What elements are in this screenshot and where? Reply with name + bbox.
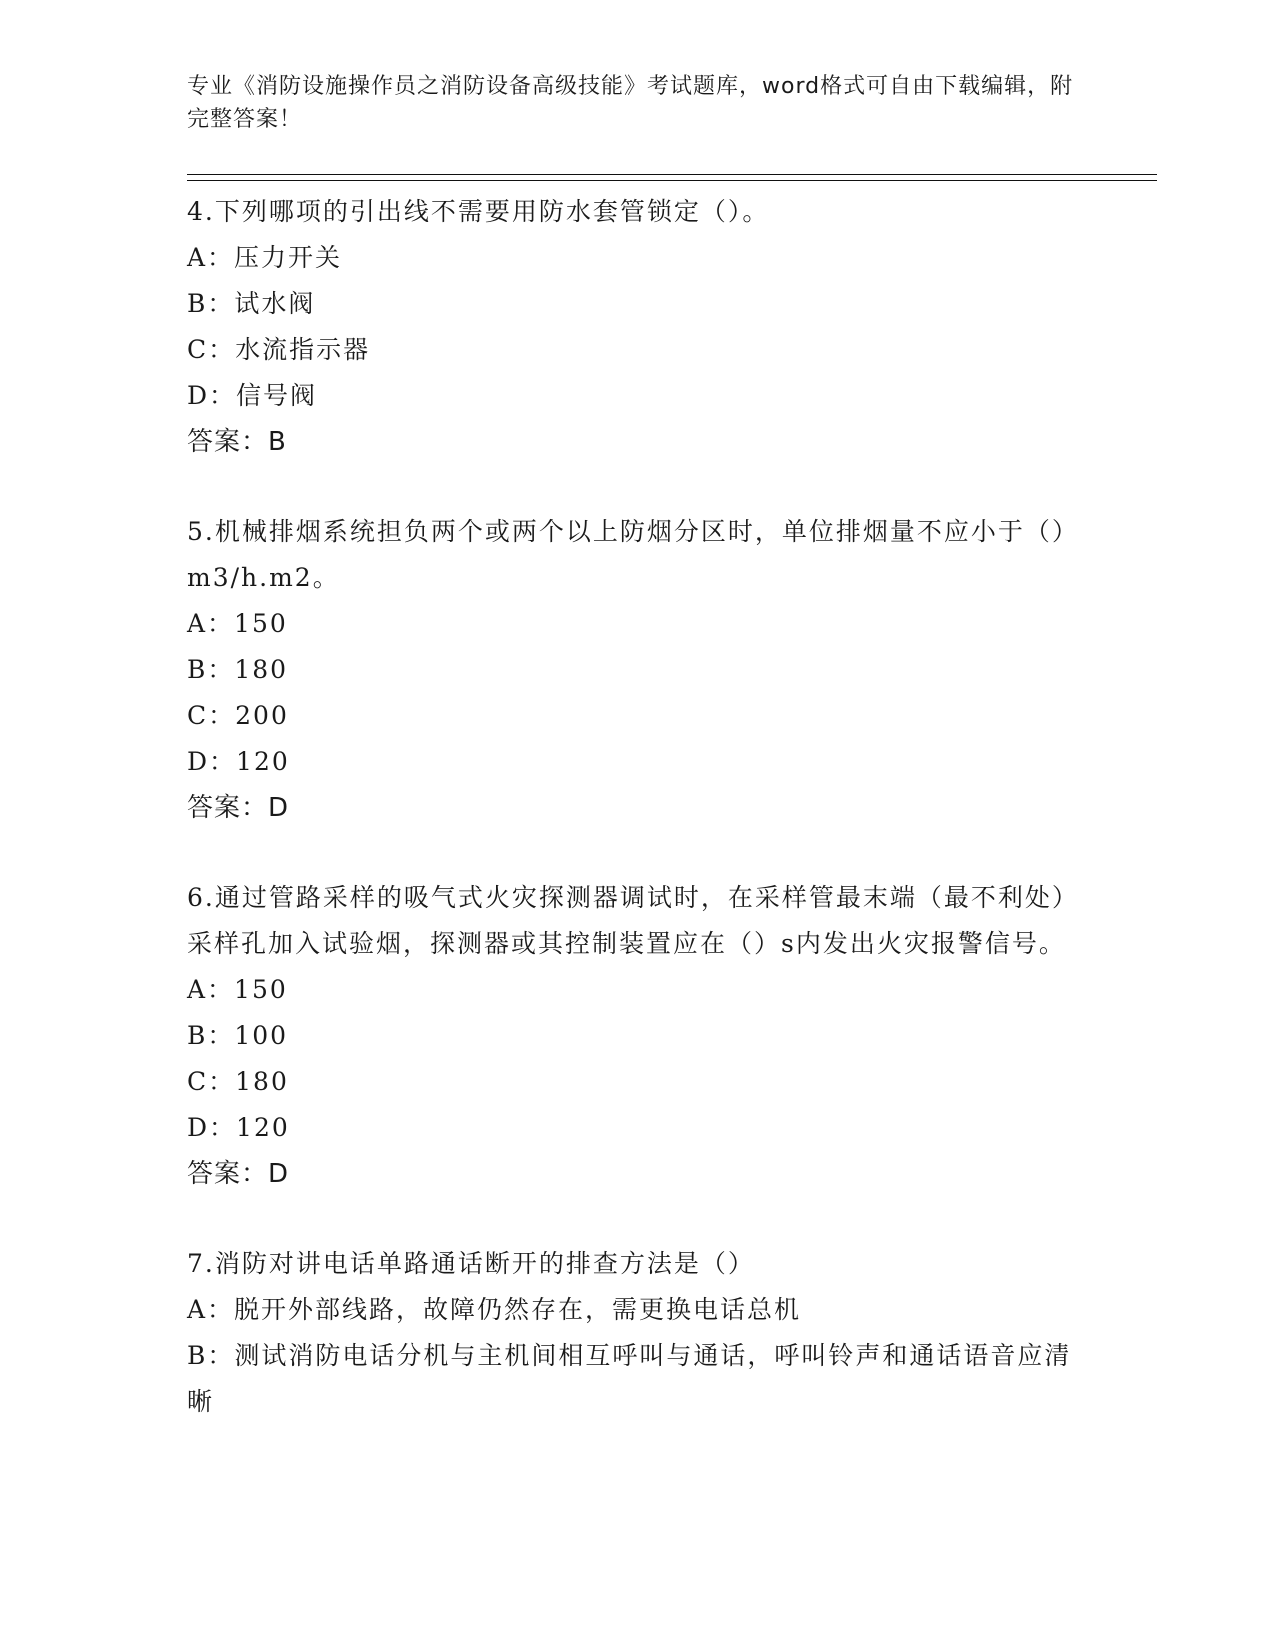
question-4 [187, 189, 1157, 465]
question-5 [187, 509, 1157, 831]
spacer [187, 1197, 1157, 1241]
option-d: D：120 [187, 747, 290, 776]
header-divider [187, 174, 1157, 181]
question-stem: 7.消防对讲电话单路通话断开的排查方法是（） [187, 1249, 755, 1278]
question-6 [187, 875, 1157, 1197]
document-header: 专业《消防设施操作员之消防设备高级技能》考试题库，word格式可自由下载编辑，附完整答案！ [187, 74, 1074, 132]
option-d: D：信号阀 [187, 381, 318, 410]
answer: 答案：B [187, 427, 287, 457]
spacer [187, 465, 1157, 509]
option-b: B：测试消防电话分机与主机间相互呼叫与通话，呼叫铃声和通话语音应清晰 [187, 1341, 1072, 1416]
option-c: C：180 [187, 1067, 289, 1096]
question-7 [187, 1241, 1157, 1425]
option-d: D：120 [187, 1113, 290, 1142]
question-stem: 4.下列哪项的引出线不需要用防水套管锁定（）。 [187, 197, 770, 226]
answer: 答案：D [187, 1159, 290, 1189]
answer: 答案：D [187, 793, 290, 823]
option-c: C：200 [187, 701, 289, 730]
option-b: B：试水阀 [187, 289, 316, 318]
option-b: B：180 [187, 655, 289, 684]
question-stem: 5.机械排烟系统担负两个或两个以上防烟分区时，单位排烟量不应小于（）m3/h.m2。 [187, 517, 1067, 592]
option-b: B：100 [187, 1021, 289, 1050]
document-page [187, 70, 1157, 1425]
option-c: C：水流指示器 [187, 335, 371, 364]
option-a: A：压力开关 [187, 243, 343, 272]
option-a: A：150 [187, 975, 288, 1004]
option-a: A：150 [187, 609, 288, 638]
question-stem: 6.通过管路采样的吸气式火灾探测器调试时，在采样管最末端（最不利处）采样孔加入试验烟，探测器或其控制装置应在（）s内发出火灾报警信号。 [187, 883, 1067, 958]
option-a: A：脱开外部线路，故障仍然存在，需更换电话总机 [187, 1295, 802, 1324]
spacer [187, 831, 1157, 875]
